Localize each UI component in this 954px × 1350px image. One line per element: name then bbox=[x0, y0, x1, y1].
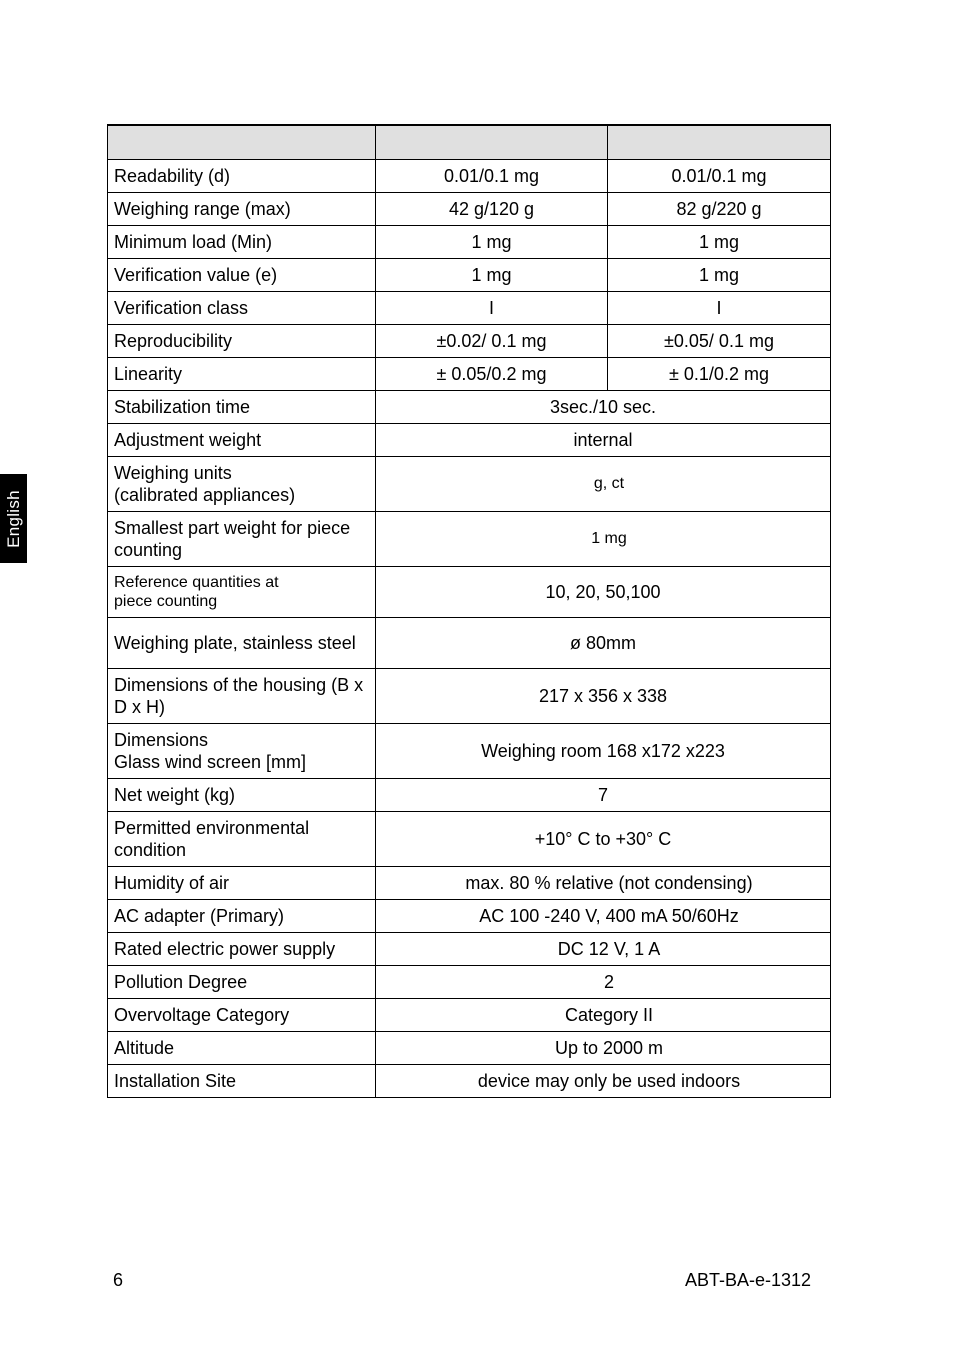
row-label: Net weight (kg) bbox=[108, 779, 376, 812]
row-label: Reference quantities at piece counting bbox=[108, 567, 376, 618]
row-label: Readability (d) bbox=[108, 160, 376, 193]
table-row bbox=[108, 779, 831, 812]
row-value: 1 mg bbox=[608, 259, 831, 292]
table-row bbox=[108, 867, 831, 900]
row-value: g, ct bbox=[376, 457, 831, 512]
row-value: ± 0.1/0.2 mg bbox=[608, 358, 831, 391]
header-cell bbox=[608, 125, 831, 160]
row-label: Linearity bbox=[108, 358, 376, 391]
row-value: Up to 2000 m bbox=[376, 1032, 831, 1065]
row-value: ±0.05/ 0.1 mg bbox=[608, 325, 831, 358]
table-row bbox=[108, 669, 831, 724]
row-label: Installation Site bbox=[108, 1065, 376, 1098]
row-value: 0.01/0.1 mg bbox=[376, 160, 608, 193]
row-label: Dimensions of the housing (B x D x H) bbox=[108, 669, 376, 724]
table-row bbox=[108, 567, 831, 618]
row-value: AC 100 -240 V, 400 mA 50/60Hz bbox=[376, 900, 831, 933]
row-value: 2 bbox=[376, 966, 831, 999]
row-label: Humidity of air bbox=[108, 867, 376, 900]
row-value: 42 g/120 g bbox=[376, 193, 608, 226]
row-value: 1 mg bbox=[608, 226, 831, 259]
row-label: Overvoltage Category bbox=[108, 999, 376, 1032]
row-label: Smallest part weight for piece counting bbox=[108, 512, 376, 567]
table-row bbox=[108, 325, 831, 358]
row-label: Stabilization time bbox=[108, 391, 376, 424]
row-value: Weighing room 168 x172 x223 bbox=[376, 724, 831, 779]
row-label: Verification value (e) bbox=[108, 259, 376, 292]
table-row bbox=[108, 193, 831, 226]
language-tab bbox=[0, 474, 27, 563]
table-row bbox=[108, 724, 831, 779]
row-label: Rated electric power supply bbox=[108, 933, 376, 966]
row-value: +10° C to +30° C bbox=[376, 812, 831, 867]
row-label: Reproducibility bbox=[108, 325, 376, 358]
row-value: I bbox=[608, 292, 831, 325]
row-value: internal bbox=[376, 424, 831, 457]
row-value: 0.01/0.1 mg bbox=[608, 160, 831, 193]
row-value: device may only be used indoors bbox=[376, 1065, 831, 1098]
header-cell bbox=[376, 125, 608, 160]
row-label: AC adapter (Primary) bbox=[108, 900, 376, 933]
table-row bbox=[108, 160, 831, 193]
table-row bbox=[108, 933, 831, 966]
row-label: Adjustment weight bbox=[108, 424, 376, 457]
row-label: Altitude bbox=[108, 1032, 376, 1065]
row-label: Dimensions Glass wind screen [mm] bbox=[108, 724, 376, 779]
row-value: 1 mg bbox=[376, 259, 608, 292]
table-row bbox=[108, 618, 831, 669]
row-value: I bbox=[376, 292, 608, 325]
row-value: 7 bbox=[376, 779, 831, 812]
table-row bbox=[108, 812, 831, 867]
table-row bbox=[108, 391, 831, 424]
row-value: 217 x 356 x 338 bbox=[376, 669, 831, 724]
table-row bbox=[108, 259, 831, 292]
table-header-row bbox=[108, 125, 831, 160]
table-row bbox=[108, 292, 831, 325]
row-label: Weighing plate, stainless steel bbox=[108, 618, 376, 669]
row-label: Permitted environmental condition bbox=[108, 812, 376, 867]
row-label: Weighing range (max) bbox=[108, 193, 376, 226]
row-value: Category II bbox=[376, 999, 831, 1032]
row-value: ø 80mm bbox=[376, 618, 831, 669]
header-cell bbox=[108, 125, 376, 160]
table-row bbox=[108, 512, 831, 567]
row-label: Pollution Degree bbox=[108, 966, 376, 999]
row-label: Weighing units (calibrated appliances) bbox=[108, 457, 376, 512]
row-value: 10, 20, 50,100 bbox=[376, 567, 831, 618]
table-row bbox=[108, 999, 831, 1032]
table-row bbox=[108, 1065, 831, 1098]
row-value: 3sec./10 sec. bbox=[376, 391, 831, 424]
row-value: DC 12 V, 1 A bbox=[376, 933, 831, 966]
table-row bbox=[108, 457, 831, 512]
table-row bbox=[108, 226, 831, 259]
table-row bbox=[108, 900, 831, 933]
language-tab-label: English bbox=[3, 489, 23, 548]
table-row bbox=[108, 966, 831, 999]
row-label: Verification class bbox=[108, 292, 376, 325]
table-row bbox=[108, 424, 831, 457]
table-row bbox=[108, 1032, 831, 1065]
row-value: 82 g/220 g bbox=[608, 193, 831, 226]
row-value: 1 mg bbox=[376, 512, 831, 567]
specifications-table bbox=[107, 124, 831, 1098]
row-value: max. 80 % relative (not condensing) bbox=[376, 867, 831, 900]
page-number: 6 bbox=[113, 1270, 124, 1290]
row-value: ± 0.05/0.2 mg bbox=[376, 358, 608, 391]
row-label: Minimum load (Min) bbox=[108, 226, 376, 259]
row-value: 1 mg bbox=[376, 226, 608, 259]
document-code: ABT-BA-e-1312 bbox=[684, 1270, 811, 1290]
row-value: ±0.02/ 0.1 mg bbox=[376, 325, 608, 358]
table-row bbox=[108, 358, 831, 391]
